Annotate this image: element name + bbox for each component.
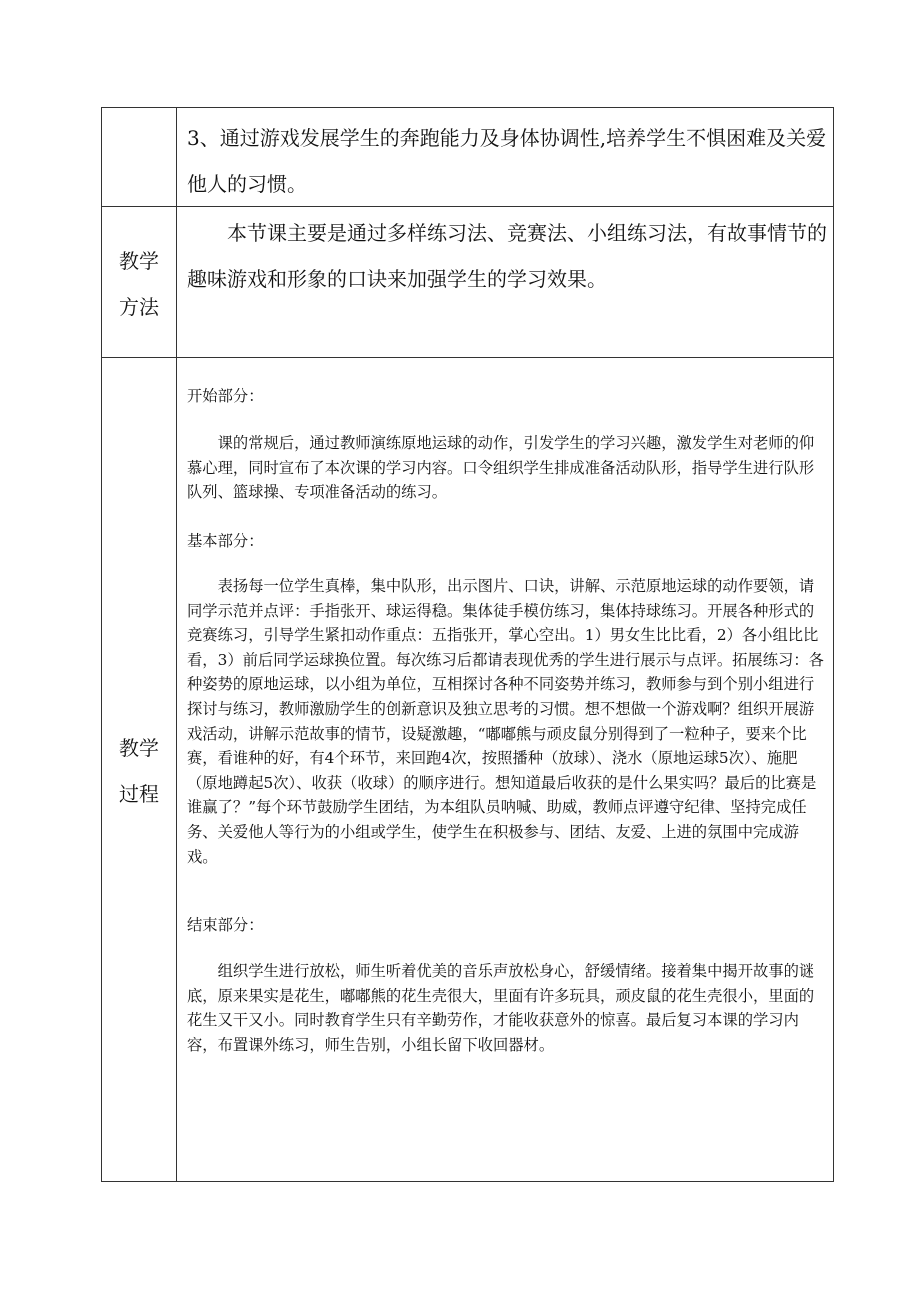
method-text: 本节课主要是通过多样练习法、竞赛法、小组练习法，有故事情节的趣味游戏和形象的口诀来加强学生的学习效果。 [187, 221, 827, 291]
basic-heading: 基本部分： [187, 532, 264, 550]
method-label-line1: 教学 [119, 249, 159, 273]
end-section [187, 959, 827, 1057]
goal-text: 3、通过游戏发展学生的奔跑能力及身体协调性,培养学生不惧困难及关爱他人的习惯。 [187, 126, 827, 196]
start-section [187, 431, 827, 505]
method-label [102, 238, 176, 330]
lesson-plan-table [101, 107, 834, 1182]
row-divider [102, 357, 833, 358]
basic-text: 表扬每一位学生真棒，集中队形，出示图片、口诀，讲解、示范原地运球的动作要领，请同学示范并点评：手指张开、球运得稳。集体徒手模仿练习，集体持球练习。开展各种形式的竞赛练习，引导学生紧扣动作重点：五指张开，掌心空出。1）男女生比比看，2）各小组比比看，3）前后同学运球换位置。每次练习后都请表现优秀的学生进行展示与点评。拓展练习：各种姿势的原地运球，以小组为单位，互相探讨各种不同姿势并练习，教师参与到个别小组进行探讨与练习，教师激励学生的创新意识及独立思考的习惯。想不想做一个游戏啊？组织开展游戏活动，讲解示范故事的情节，设疑激趣，“嘟嘟熊与顽皮鼠分别得到了一粒种子，要来个比赛，看谁种的好，有4个环节，来回跑4次，按照播种（放球）、浇水（原地运球5次）、施肥（原地蹲起5次）、收获（收球）的顺序进行。想知道最后收获的是什么果实吗？最后的比赛是谁赢了？”每个环节鼓励学生团结，为本组队员呐喊、助威，教师点评遵守纪律、坚持完成任务、关爱他人等行为的小组或学生，使学生在积极参与、团结、友爱、上进的氛围中完成游戏。 [187, 577, 824, 866]
start-heading: 开始部分： [187, 387, 264, 405]
basic-section [187, 574, 827, 869]
process-label-line2: 过程 [119, 782, 159, 806]
process-label-line1: 教学 [119, 736, 159, 760]
end-text: 组织学生进行放松，师生听着优美的音乐声放松身心，舒缓情绪。接着集中揭开故事的谜底，原来果实是花生，嘟嘟熊的花生壳很大，里面有许多玩具，顽皮鼠的花生壳很小，里面的花生又干又小。同时教育学生只有辛勤劳作，才能收获意外的惊喜。最后复习本课的学习内容，布置课外练习，师生告别，小组长留下收回器材。 [187, 962, 815, 1054]
process-label [102, 725, 176, 817]
column-divider [176, 108, 177, 1181]
method-label-line2: 方法 [119, 295, 159, 319]
end-heading: 结束部分： [187, 916, 264, 934]
method-cell [187, 210, 827, 302]
start-text: 课的常规后，通过教师演练原地运球的动作，引发学生的学习兴趣，激发学生对老师的仰慕心理，同时宣布了本次课的学习内容。口令组织学生排成准备活动队形，指导学生进行队形队列、篮球操、专项准备活动的练习。 [187, 434, 815, 502]
goal-cell [187, 115, 827, 207]
